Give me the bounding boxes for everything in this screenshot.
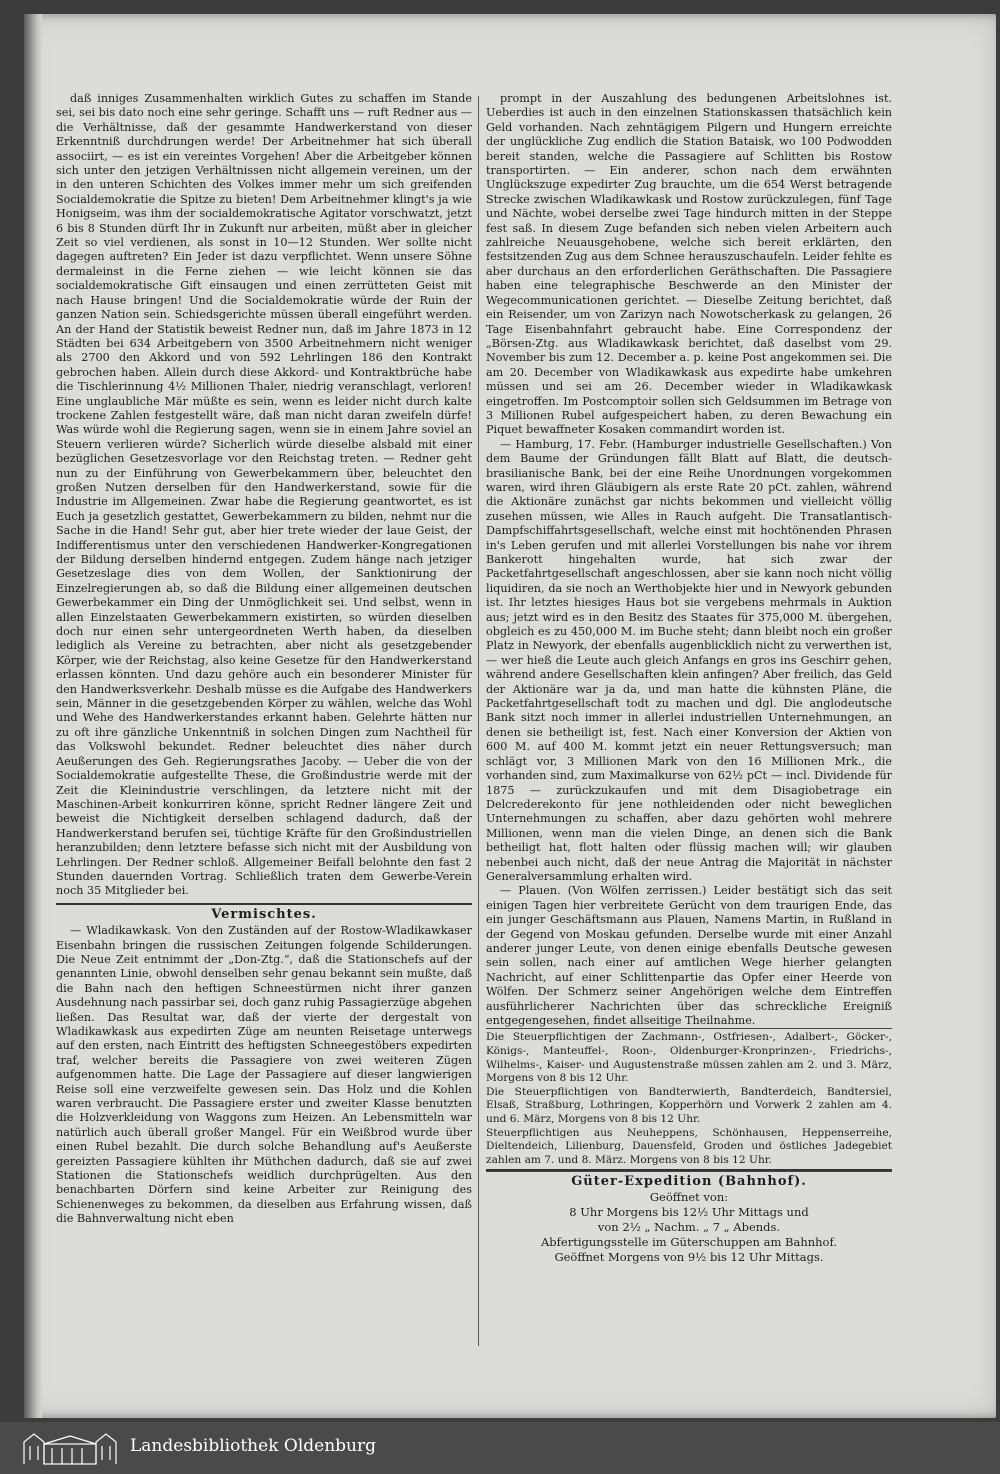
goods-expedition-notice <box>486 1171 892 1264</box>
article-paragraph: — Plauen. (Von Wölfen zerrissen.) Leider bestätigt sich das seit einigen Tagen hier verbreitete Gerücht von dem traurigen Ende, das ein junger Geschäftsmann aus Plauen, Namens Martin, in Rußland in der Gegend von Moskau gefunden. Derselbe wurde mit einer Anzahl anderer junger Leute, von denen einige ebenfalls Deutsche gewesen sein sollen, nach einer auf amtlichen Wege hierher gelangten Nachricht, auf einer Schlittenpartie das Opfer einer Heerde von Wölfen. Der Schmerz seiner Angehörigen welche dem Eintreffen ausführlicherer Nachrichten über das schreckliche Ereigniß entgegengesehen, findet allseitige Theilnahme. <box>486 884 892 1027</box>
page-gutter <box>24 14 42 1418</box>
expedition-line: Abfertigungsstelle im Güterschuppen am Bahnhof. <box>541 1234 837 1249</box>
expedition-line: von 2½ „ Nachm. „ 7 „ Abends. <box>597 1219 781 1234</box>
article-paragraph: — Wladikawkask. Von den Zuständen auf der Rostow-Wladikawkaser Eisenbahn bringen die russischen Zeitungen folgende Schilderungen. Die Neue Zeit entnimmt der „Don-Ztg.“, daß die Stationschefs auf der genannten Linie, obwohl denselben sehr genau bekannt sein mußte, daß die Bahn nach den heftigen Schneestürmen nicht ihrer ganzen Ausdehnung nach passirbar sei, doch ganz ruhig Passagierzüge abgehen ließen. Das Resultat war, daß der vierte der dergestalt von Wladikawkask aus expedirten Züge am neunten Reisetage unterwegs auf den ersten, nach Eintritt des heftigsten Schneegestöbers expedirten traf, welcher bereits die Passagiere von zwei weiteren Zügen aufgenommen hatte. Die Lage der Passagiere auf dieser langwierigen Reise soll eine verzweifelte gewesen sein. Das Holz und die Kohlen waren verbraucht. Die Passagiere erster und zweiter Klasse benutzten die Holzverkleidung von Waggons zum Heizen. An Lebensmitteln war natürlich auch überall großer Mangel. Für ein Weißbrod wurde über einen Rubel bezahlt. Die durch solche Behandlung auf's Aeußerste gereizten Passagiere kühlten ihr Müthchen dadurch, daß sie auf zwei Stationen die Stationschefs weidlich durchprügelten. Aus den benachbarten Dörfern sind keine Arbeiter zur Reinigung des Schienenweges zu bekommen, da dieselben aus Erfahrung wissen, daß die Bahnverwaltung nicht eben <box>56 924 472 1226</box>
library-name: Landesbibliothek Oldenburg <box>130 1436 377 1456</box>
library-building-icon <box>22 1430 118 1466</box>
expedition-line: Geöffnet Morgens von 9½ bis 12 Uhr Mittags. <box>554 1249 824 1264</box>
right-column <box>486 92 892 1265</box>
column-divider <box>478 96 479 1346</box>
expedition-line: 8 Uhr Morgens bis 12½ Uhr Mittags und <box>569 1204 809 1219</box>
article-paragraph: — Hamburg, 17. Febr. (Hamburger industrielle Gesellschaften.) Von dem Baume der Gründungen fällt Blatt auf Blatt, die deutsch-brasilianische Bank, bei der eine Reihe Unordnungen vorgekommen waren, wird ihren Gläubigern als erste Rate 20 pCt. zahlen, während die Aktionäre zunächst gar nichts bekommen und vielleicht völlig zusehen müssen, wie Alles in Rauch aufgeht. Die Transatlantisch-Dampfschiffahrtsgesellschaft, welche einst mit hochtönenden Phrasen in's Leben gerufen und mit allerlei Vorstellungen bis nahe vor ihrem Bankerott hingehalten wurde, hat sich zwar der Packetfahrtgesellschaft angeschlossen, aber sie kann noch nicht völlig liquidiren, da sie noch an Werthobjekte hier und in Newyork gebunden ist. Ihr letztes hiesiges Haus bot sie vergebens mehrmals in Auktion aus; jetzt wird es in den Besitz des Staates für 375,000 M. übergehen, obgleich es zu 450,000 M. im Buche steht; dann bleibt noch ein großer Platz in Newyork, der ebenfalls augenblicklich nicht zu verwerthen ist, — wer hieß die Leute auch gleich Anfangs en gros ins Geschirr gehen, während andere Gesellschaften klein anfingen? Aber freilich, das Geld der Aktionäre war ja da, und man hatte die kühnsten Pläne, die Packetfahrtgesellschaft todt zu machen und dgl. Die anglodeutsche Bank sitzt noch immer in allerlei industriellen Unternehmungen, an denen sie betheiligt ist, fest. Nach einer Konversion der Aktien von 600 M. auf 400 M. kommt jetzt ein neuer Rettungsversuch; man schlägt vor, 3 Millionen Mark von den 16 Millionen Mrk., die vorhanden sind, zum Maximalkurse von 62½ pCt — incl. Dividende für 1875 — zurückzukaufen und mit dem Disagiobetrage ein Delcrederekonto für jene nothleidenden oder nicht beweglichen Unternehmungen zu schaffen, aber dazu gehörten wohl mehrere Millionen, wenn man die vielen Dinge, an denen sich die Bank betheiligt hat, flott halten oder flüssig machen will; wir glauben nebenbei auch nicht, daß der neue Antrag die Majorität in nächster Generalversammlung erhalten wird. <box>486 437 892 883</box>
tax-notice: Steuerpflichtigen aus Neuheppens, Schönhausen, Heppenserreihe, Dieltendeich, Lilienburg, Dauensfeld, Groden und östliches Jadegebiet zahlen am 7. und 8. März. Morgens von 8 bis 12 Uhr. <box>486 1126 892 1166</box>
tax-notices <box>486 1028 892 1171</box>
article-paragraph: prompt in der Auszahlung des bedungenen Arbeitslohnes ist. Ueberdies ist auch in den einzelnen Stationskassen thatsächlich kein Geld vorhanden. Nach zehntägigem Pilgern und Hungern erreichte der unglückliche Zug endlich die Station Bataisk, wo 100 Podwodden bereit standen, welche die Passagiere auf Schlitten bis Rostow transportirten. — Ein anderer, schon nach dem erwähnten Unglückszuge expedirter Zug brauchte, um die 654 Werst betragende Strecke zwischen Wladikawkask und Rostow zurückzulegen, fünf Tage und Nächte, wobei derselbe zwei Tage hindurch mitten in der Steppe fest saß. In diesem Zuge befanden sich neben vielen Arbeitern auch zahlreiche Neuausgehobene, welche sich bereit erklärten, den festsitzenden Zug aus dem Schnee herauszuschaufeln. Leider fehlte es aber durchaus an den erforderlichen Geräthschaften. Die Passagiere haben eine telegraphische Beschwerde an den Minister der Wegecommunicationen gerichtet. — Dieselbe Zeitung berichtet, daß ein Reisender, um von Zarizyn nach Nowotscherkask zu gelangen, 26 Tage Eisenbahnfahrt gebraucht habe. Eine Correspondenz der „Börsen-Ztg. aus Wladikawkask berichtet, daß daselbst vom 29. November bis zum 12. December a. p. keine Post angekommen sei. Die am 20. December von Wladikawkask aus expedirte habe umkehren müssen und sei am 26. December wieder in Wladikawkask eingetroffen. Im Postcomptoir sollen sich Geldsummen im Betrage von 3 Millionen Rubel aufgespeichert haben, zu deren Bewachung ein Piquet bewaffneter Kosaken commandirt worden ist. <box>486 92 892 437</box>
tax-notice: Die Steuerpflichtigen der Zachmann-, Ostfriesen-, Adalbert-, Göcker-, Königs-, Manteuffel-, Roon-, Oldenburger-Kronprinzen-, Friedrichs-, Wilhelms-, Kaiser- und Augustenstraße müssen zahlen am 2. und 3. März, Morgens von 8 bis 12 Uhr. <box>486 1031 892 1085</box>
expedition-title: Güter-Expedition (Bahnhof). <box>571 1174 807 1190</box>
section-title: Vermischtes. <box>56 903 472 922</box>
expedition-line: Geöffnet von: <box>649 1189 729 1204</box>
article-paragraph: daß inniges Zusammenhalten wirklich Gutes zu schaffen im Stande sei, sei bis dato noch eine sehr geringe. Schafft uns — ruft Redner aus — die Verhältnisse, daß der gesammte Handwerkerstand von dieser Erkenntniß durchdrungen werde! Der Arbeitnehmer hat sich überall associirt, — es ist ein vereintes Vorgehen! Aber die Arbeitgeber können sich unter den jetzigen Verhältnissen nicht allgemein vereinen, um der in den unteren Schichten des Volkes immer mehr um sich greifenden Socialdemokratie die Spitze zu bieten! Dem Arbeitnehmer klingt's ja wie Honigseim, was ihm der socialdemokratische Agitator vorschwatzt, jetzt 6 bis 8 Stunden dürft Ihr in Zukunft nur arbeiten, müßt aber in gleicher Zeit so viel verdienen, als sonst in 10—12 Stunden. Wer sollte nicht dagegen auftreten? Ein Jeder ist dazu verpflichtet. Wenn unsere Söhne dermaleinst in die Ferne ziehen — wie leicht können sie das socialdemokratische Gift einsaugen und einen zerrütteten Geist mit nach Hause bringen! Und die Socialdemokratie würde der Ruin der ganzen Nation sein. Schiedsgerichte müssen überall eingeführt werden. An der Hand der Statistik beweist Redner nun, daß im Jahre 1873 in 12 Städten bei 634 Arbeitgebern von 3500 Arbeitnehmern nicht weniger als 2700 den Akkord und von 592 Lehrlingen 186 den Kontrakt gebrochen haben. Allein durch diese Akkord- und Kontraktbrüche habe die Tischlerinnung 4½ Millionen Thaler, niedrig veranschlagt, verloren! Eine unglaubliche Mär müßte es sein, wenn es leider nicht durch kalte trockene Zahlen festgestellt wäre, daß man nicht daran zweifeln dürfe! Was würde wohl die Regierung sagen, wenn sie in einem Jahre soviel an Steuern verlieren würde? Sicherlich würde dieselbe alsbald mit einer bezüglichen Gesetzesvorlage vor den Reichstag treten. — Redner geht nun zu der Einführung von Gewerbekammern über, beleuchtet den großen Nutzen derselben für den Handwerkerstand, sowie für die Industrie im Allgemeinen. Zwar habe die Regierung geantwortet, es ist Euch ja gesetzlich gestattet, Gewerbekammern zu bilden, nehmt nur die Sache in die Hand! Sehr gut, aber hier trete wieder der laue Geist, der Indifferentismus unter den verschiedenen Handwerker-Kongregationen der Bildung derselben hindernd entgegen. Zudem hänge nach jetziger Gesetzeslage dies von dem Wollen, der Sanktionirung der Einzelregierungen ab, so daß die Bildung einer allgemeinen deutschen Gewerbekammer ein Ding der Unmöglichkeit sei. Und selbst, wenn in allen Einzelstaaten Gewerbekammern existirten, so würden dieselben doch nur einen sehr untergeordneten Werth haben, da dieselben lediglich als Vereine zu betrachten, aber nicht als gesetzgebender Körper, wie der Reichstag, also keine Gesetze für den Handwerkerstand erlassen könnten. Und dazu gehöre auch ein besonderer Minister für den Handwerksverkehr. Deshalb müsse es die Aufgabe des Handwerkers sein, Männer in die gesetzgebenden Körper zu wählen, welche das Wohl und Wehe des Handwerkerstandes erkannt haben. Gelehrte hätten nur zu oft ihre gänzliche Unkenntniß in solchen Dingen zum Nachtheil für das Volkswohl bekundet. Redner beleuchtet dies näher durch Aeußerungen des Geh. Regierungsrathes Jacoby. — Ueber die von der Socialdemokratie aufgestellte These, die Großindustrie werde mit der Zeit die Kleinindustrie verschlingen, da letztere nicht mit der Maschinen-Arbeit konkurriren könne, spricht Redner längere Zeit und beweist die Nichtigkeit derselben schlagend dadurch, daß der Handwerkerstand berufen sei, tüchtige Kräfte für den Großindustriellen heranzubilden; denn letztere befasse sich nicht mit der Ausbildung von Lehrlingen. Der Redner schloß. Allgemeiner Beifall belohnte den fast 2 Stunden dauernden Vortrag. Schließlich traten dem Gewerbe-Verein noch 35 Mitglieder bei. <box>56 92 472 898</box>
footer-bar <box>0 1422 1000 1474</box>
left-column <box>56 92 472 1227</box>
tax-notice: Die Steuerpflichtigen von Bandterwierth, Bandterdeich, Bandtersiel, Elsaß, Straßburg, Lothringen, Kopperhörn und Vorwerk 2 zahlen am 4. und 6. März, Morgens von 8 bis 12 Uhr. <box>486 1085 892 1125</box>
